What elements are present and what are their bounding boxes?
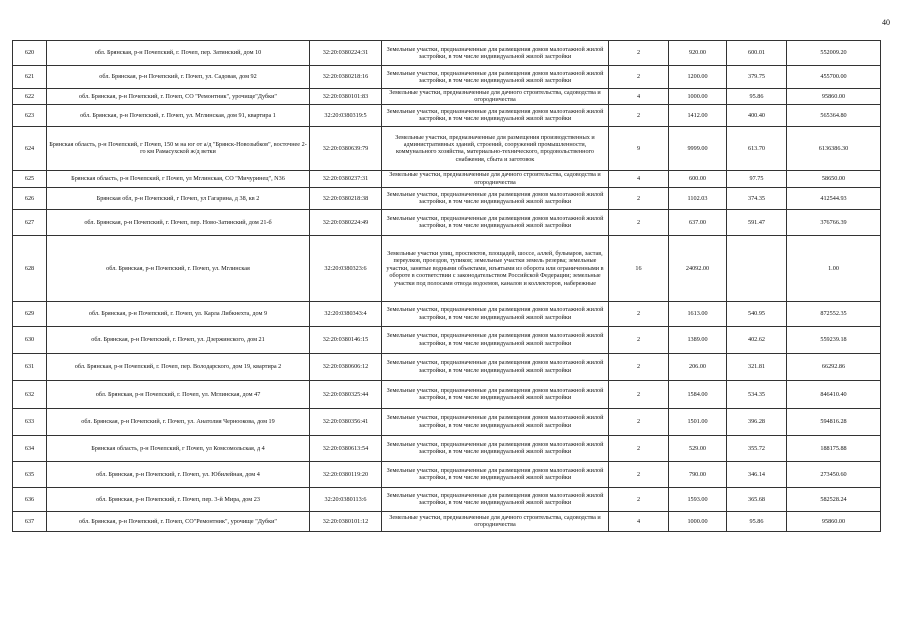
row-number-cell: 632 [13,380,47,408]
row-number-cell: 631 [13,353,47,380]
address-cell: обл. Брянская, р-н Почепский, г. Почеп, ул. Карла Либкнехта, дом 9 [47,301,310,326]
area-cell: 1389.00 [669,326,727,353]
area-cell: 9999.00 [669,126,727,170]
row-number-cell: 621 [13,66,47,89]
cadastral-value-cell: 6136386.30 [787,126,881,170]
cadastral-number-cell: 32:20:0380101:83 [310,89,382,105]
specific-value-cell: 400.40 [727,104,787,126]
row-number-cell: 627 [13,209,47,235]
use-group-cell: 2 [609,353,669,380]
land-use-purpose-cell: Земельные участки, предназначенные для размещения домов малоэтажной жилой застройки, в том числе индивидуальной жилой застройки [382,435,609,461]
cadastral-value-cell: 95860.00 [787,89,881,105]
cadastral-value-cell: 376766.39 [787,209,881,235]
land-use-purpose-cell: Земельные участки, предназначенные для размещения производственных и административных зданий, строений, сооружений промышленности, коммунального хозяйства, материально-технического, продовольственного снабжения, сбыта и заготовок [382,126,609,170]
use-group-cell: 2 [609,326,669,353]
use-group-cell: 2 [609,380,669,408]
address-cell: обл. Брянская, р-н Почепский, г. Почеп, ул. Мглинская, дом 47 [47,380,310,408]
cadastral-number-cell: 32:20:0380606:12 [310,353,382,380]
specific-value-cell: 374.35 [727,187,787,209]
cadastral-value-cell: 872552.35 [787,301,881,326]
land-use-purpose-cell: Земельные участки, предназначенные для размещения домов малоэтажной жилой застройки, в том числе индивидуальной жилой застройки [382,41,609,66]
use-group-cell: 2 [609,66,669,89]
land-use-purpose-cell: Земельные участки, предназначенные для размещения домов малоэтажной жилой застройки, в том числе индивидуальной жилой застройки [382,301,609,326]
use-group-cell: 2 [609,301,669,326]
table-body [13,41,881,532]
row-number-cell: 625 [13,170,47,187]
table-row [13,380,881,408]
area-cell: 1102.03 [669,187,727,209]
cadastral-number-cell: 32:20:0380146:15 [310,326,382,353]
cadastral-number-cell: 32:20:0380319:5 [310,104,382,126]
cadastral-number-cell: 32:20:0380356:41 [310,408,382,435]
cadastral-value-cell: 559239.18 [787,326,881,353]
specific-value-cell: 591.47 [727,209,787,235]
specific-value-cell: 600.01 [727,41,787,66]
specific-value-cell: 97.75 [727,170,787,187]
row-number-cell: 635 [13,461,47,487]
area-cell: 1584.00 [669,380,727,408]
address-cell: обл. Брянская, р-н Почепский, г. Почеп, пер. Ново-Затинский, дом 21-б [47,209,310,235]
table-row [13,487,881,511]
row-number-cell: 628 [13,235,47,301]
area-cell: 1000.00 [669,89,727,105]
area-cell: 1501.00 [669,408,727,435]
specific-value-cell: 613.70 [727,126,787,170]
land-use-purpose-cell: Земельные участки, предназначенные для размещения домов малоэтажной жилой застройки, в том числе индивидуальной жилой застройки [382,353,609,380]
specific-value-cell [727,235,787,301]
row-number-cell: 626 [13,187,47,209]
address-cell: Брянская обл, р-н Почепский, г Почеп, ул Гагарина, д 38, кв 2 [47,187,310,209]
table-row [13,209,881,235]
cadastral-number-cell: 32:20:0380237:31 [310,170,382,187]
use-group-cell: 2 [609,487,669,511]
cadastral-value-cell: 1.00 [787,235,881,301]
cadastral-value-cell: 455700.00 [787,66,881,89]
table-row [13,41,881,66]
table-row [13,66,881,89]
address-cell: Брянская область, р-н Почепский, г Почеп, ул Комсомольская, д 4 [47,435,310,461]
cadastral-value-cell: 66292.86 [787,353,881,380]
cadastral-number-cell: 32:20:0380113:6 [310,487,382,511]
table-row [13,511,881,531]
specific-value-cell: 355.72 [727,435,787,461]
cadastral-number-cell: 32:20:0380639:79 [310,126,382,170]
area-cell: 1000.00 [669,511,727,531]
table-row [13,187,881,209]
land-use-purpose-cell: Земельные участки, предназначенные для размещения домов малоэтажной жилой застройки, в том числе индивидуальной жилой застройки [382,461,609,487]
address-cell: обл. Брянская, р-н Почепский, г. Почеп, СО "Ремонтник", урочище"Дубки" [47,89,310,105]
address-cell: Брянская область, р-н Почепский, г Почеп, ул Мглинская, СО "Мичуринец", N36 [47,170,310,187]
address-cell: обл. Брянская, р-н Почепский, г. Почеп, ул. Мглинская, дом 91, квартира 1 [47,104,310,126]
cadastral-value-cell: 594816.28 [787,408,881,435]
table-row [13,170,881,187]
use-group-cell: 2 [609,408,669,435]
specific-value-cell: 321.81 [727,353,787,380]
table-row [13,461,881,487]
specific-value-cell: 402.62 [727,326,787,353]
address-cell: обл. Брянская, р-н Почепский, г. Почеп, СО"Ремонтник", урочище "Дубки" [47,511,310,531]
specific-value-cell: 365.68 [727,487,787,511]
land-use-purpose-cell: Земельные участки, предназначенные для дачного строительства, садоводства и огородничества [382,511,609,531]
use-group-cell: 2 [609,435,669,461]
page-number: 40 [882,18,890,27]
cadastral-number-cell: 32:20:0380224:49 [310,209,382,235]
cadastral-value-cell: 552009.20 [787,41,881,66]
address-cell: обл. Брянская, р-н Почепский, г. Почеп, ул. Дзержинского, дом 21 [47,326,310,353]
address-cell: обл. Брянская, р-н Почепский, г. Почеп, ул. Мглинская [47,235,310,301]
area-cell: 24092.00 [669,235,727,301]
land-use-purpose-cell: Земельные участки, предназначенные для размещения домов малоэтажной жилой застройки, в том числе индивидуальной жилой застройки [382,408,609,435]
area-cell: 1593.00 [669,487,727,511]
area-cell: 529.00 [669,435,727,461]
land-use-purpose-cell: Земельные участки, предназначенные для дачного строительства, садоводства и огородничества [382,170,609,187]
address-cell: обл. Брянская, р-н Почепский, г. Почеп, пер. 3-й Мира, дом 23 [47,487,310,511]
area-cell: 600.00 [669,170,727,187]
area-cell: 1200.00 [669,66,727,89]
cadastral-value-cell: 846410.40 [787,380,881,408]
use-group-cell: 4 [609,89,669,105]
land-use-purpose-cell: Земельные участки, предназначенные для размещения домов малоэтажной жилой застройки, в том числе индивидуальной жилой застройки [382,487,609,511]
row-number-cell: 634 [13,435,47,461]
use-group-cell: 16 [609,235,669,301]
use-group-cell: 2 [609,461,669,487]
table-row [13,126,881,170]
specific-value-cell: 396.28 [727,408,787,435]
address-cell: обл. Брянская, р-н Почепский, г. Почеп, пер. Затинский, дом 10 [47,41,310,66]
address-cell: обл. Брянская, р-н Почепский, г. Почеп, пер. Володарского, дом 19, квартира 2 [47,353,310,380]
land-use-purpose-cell: Земельные участки, предназначенные для дачного строительства, садоводства и огородничества [382,89,609,105]
address-cell: обл. Брянская, р-н Почепский, г. Почеп, ул. Юбилейная, дом 4 [47,461,310,487]
row-number-cell: 622 [13,89,47,105]
cadastral-value-cell: 95860.00 [787,511,881,531]
use-group-cell: 9 [609,126,669,170]
table-row [13,301,881,326]
cadastral-value-cell: 565364.80 [787,104,881,126]
row-number-cell: 633 [13,408,47,435]
cadastral-value-cell: 188175.88 [787,435,881,461]
cadastral-number-cell: 32:20:0380613:54 [310,435,382,461]
cadastral-value-cell: 273450.60 [787,461,881,487]
row-number-cell: 630 [13,326,47,353]
specific-value-cell: 346.14 [727,461,787,487]
specific-value-cell: 534.35 [727,380,787,408]
use-group-cell: 4 [609,511,669,531]
specific-value-cell: 95.86 [727,511,787,531]
table-row [13,104,881,126]
land-use-purpose-cell: Земельные участки улиц, проспектов, площадей, шоссе, аллей, бульваров, застав, переулков, проездов, тупиков; земельные участки земель резерва; земельные участки, занятые водными объектами, изъятыми из оборота или ограниченными в обороте в соответствии с законодательством Российской Федерации; земельные участки под полосами отвода водоемов, каналов и коллекторов, набережные [382,235,609,301]
cadastral-value-cell: 58650.00 [787,170,881,187]
area-cell: 920.00 [669,41,727,66]
table-row [13,235,881,301]
cadastral-number-cell: 32:20:0380119:20 [310,461,382,487]
row-number-cell: 624 [13,126,47,170]
cadastral-number-cell: 32:20:0380218:38 [310,187,382,209]
cadastral-number-cell: 32:20:0380101:12 [310,511,382,531]
cadastral-value-table [12,40,881,532]
table-row [13,353,881,380]
use-group-cell: 4 [609,170,669,187]
area-cell: 206.00 [669,353,727,380]
specific-value-cell: 95.86 [727,89,787,105]
use-group-cell: 2 [609,104,669,126]
table-row [13,435,881,461]
use-group-cell: 2 [609,41,669,66]
land-use-purpose-cell: Земельные участки, предназначенные для размещения домов малоэтажной жилой застройки, в том числе индивидуальной жилой застройки [382,380,609,408]
cadastral-value-cell: 582528.24 [787,487,881,511]
table-row [13,326,881,353]
cadastral-number-cell: 32:20:0380343:4 [310,301,382,326]
area-cell: 637.00 [669,209,727,235]
address-cell: Брянская область, р-н Почепский, г Почеп, 150 м на юг от а/д "Брянск-Новозыбков", восточнее 2-го км Рамасухской ж/д ветки [47,126,310,170]
address-cell: обл. Брянская, р-н Почепский, г. Почеп, ул. Анатолия Черноокова, дом 19 [47,408,310,435]
row-number-cell: 620 [13,41,47,66]
table-row [13,89,881,105]
cadastral-number-cell: 32:20:0380224:31 [310,41,382,66]
cadastral-number-cell: 32:20:0380323:6 [310,235,382,301]
land-use-purpose-cell: Земельные участки, предназначенные для размещения домов малоэтажной жилой застройки, в том числе индивидуальной жилой застройки [382,104,609,126]
cadastral-number-cell: 32:20:0380218:16 [310,66,382,89]
row-number-cell: 629 [13,301,47,326]
specific-value-cell: 379.75 [727,66,787,89]
area-cell: 1613.00 [669,301,727,326]
area-cell: 1412.00 [669,104,727,126]
table-row [13,408,881,435]
row-number-cell: 636 [13,487,47,511]
land-use-purpose-cell: Земельные участки, предназначенные для размещения домов малоэтажной жилой застройки, в том числе индивидуальной жилой застройки [382,209,609,235]
use-group-cell: 2 [609,187,669,209]
cadastral-value-cell: 412544.93 [787,187,881,209]
cadastral-number-cell: 32:20:0380325:44 [310,380,382,408]
land-use-purpose-cell: Земельные участки, предназначенные для размещения домов малоэтажной жилой застройки, в том числе индивидуальной жилой застройки [382,187,609,209]
row-number-cell: 623 [13,104,47,126]
specific-value-cell: 540.95 [727,301,787,326]
use-group-cell: 2 [609,209,669,235]
land-use-purpose-cell: Земельные участки, предназначенные для размещения домов малоэтажной жилой застройки, в том числе индивидуальной жилой застройки [382,326,609,353]
area-cell: 790.00 [669,461,727,487]
row-number-cell: 637 [13,511,47,531]
land-use-purpose-cell: Земельные участки, предназначенные для размещения домов малоэтажной жилой застройки, в том числе индивидуальной жилой застройки [382,66,609,89]
address-cell: обл. Брянская, р-н Почепский, г. Почеп, ул. Садовая, дом 92 [47,66,310,89]
